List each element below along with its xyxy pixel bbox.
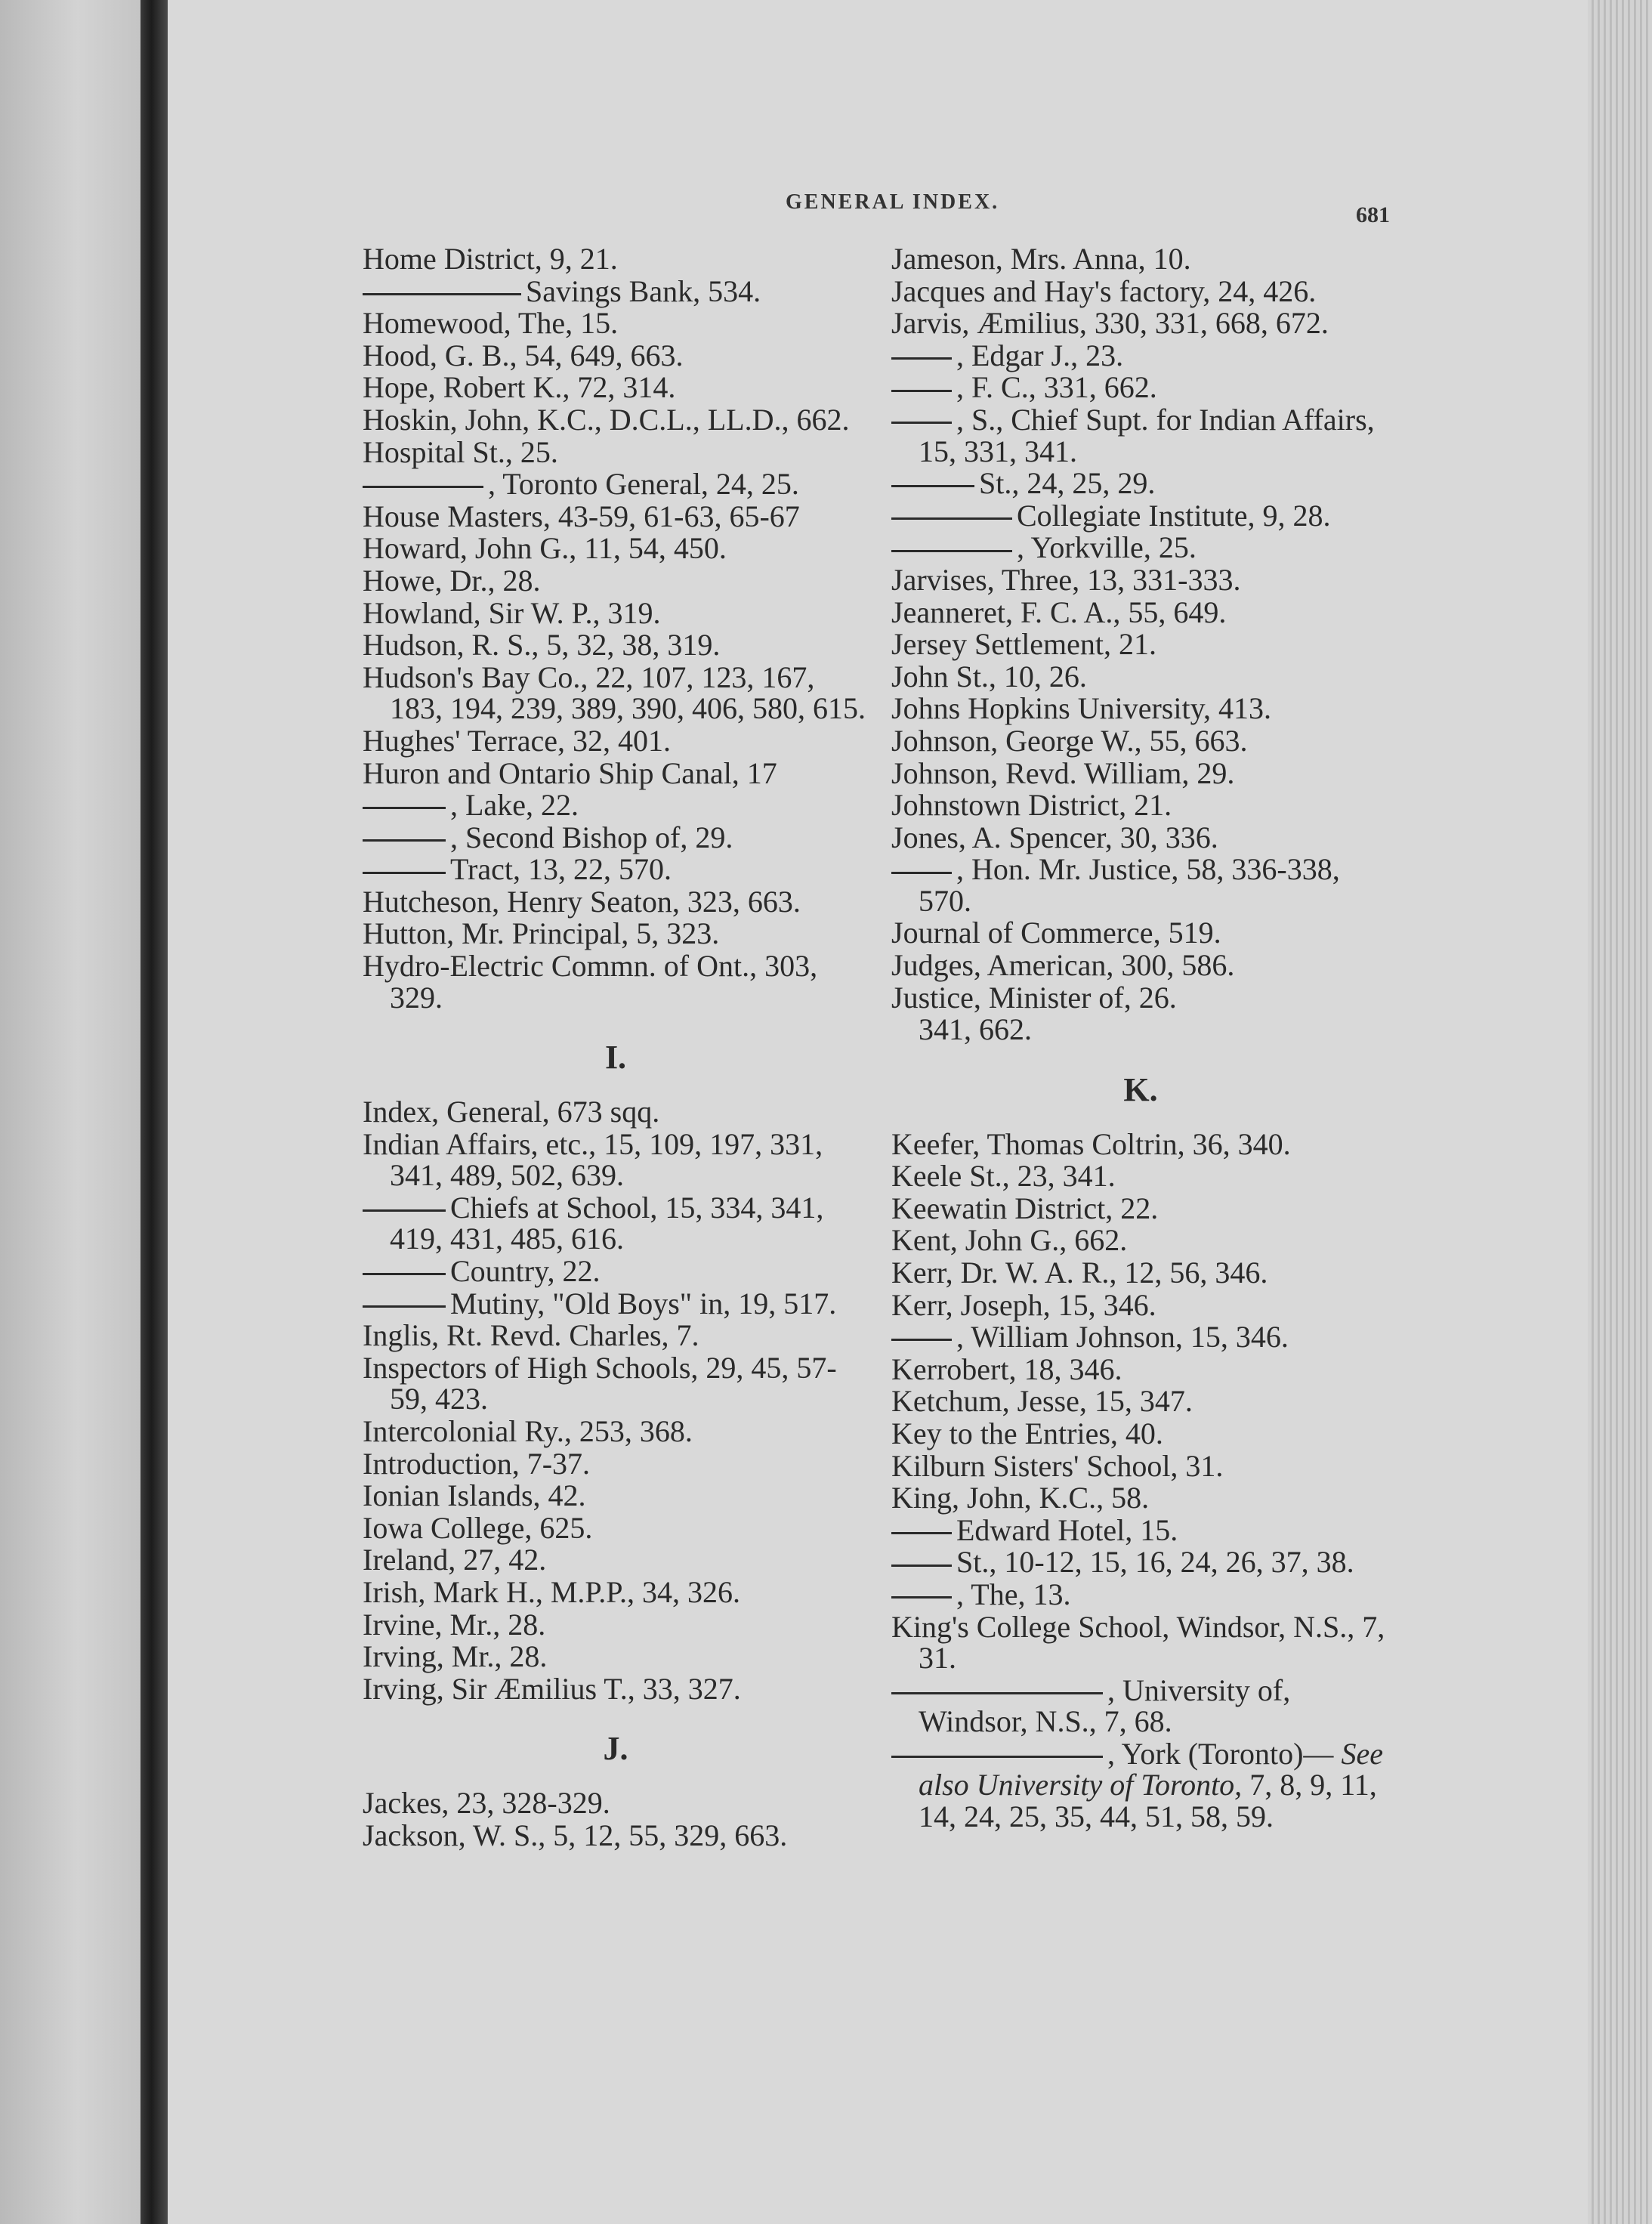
index-entry: King, John, K.C., 58. xyxy=(891,1481,1150,1515)
index-entry: Keefer, Thomas Coltrin, 36, 340. xyxy=(891,1126,1291,1161)
ditto-dash xyxy=(891,390,952,392)
index-entry: Justice, Minister of, 26. xyxy=(891,980,1177,1015)
index-entry: , Second Bishop of, 29. xyxy=(363,822,869,854)
ditto-dash xyxy=(891,357,952,360)
index-entry: Hudson's Bay Co., 22, 107, 123, 167, 183, 194, 239, 389, 390, 406, 580, 615. xyxy=(363,659,866,726)
index-entry: Introduction, 7-37. xyxy=(363,1446,591,1481)
index-entry: Index, General, 673 sqq. xyxy=(363,1095,660,1129)
running-head: GENERAL INDEX. xyxy=(786,190,1000,214)
ditto-dash xyxy=(363,1273,446,1275)
index-entry: Huron and Ontario Ship Canal, 17 xyxy=(363,755,777,790)
index-entry: Collegiate Institute, 9, 28. xyxy=(891,500,1390,532)
index-entry: Hutton, Mr. Principal, 5, 323. xyxy=(363,916,720,951)
ditto-dash xyxy=(363,839,446,842)
index-entry: Kerrobert, 18, 346. xyxy=(891,1351,1122,1386)
index-entry: Intercolonial Ry., 253, 368. xyxy=(363,1413,693,1448)
index-entry: , S., Chief Supt. for Indian Affairs, 15, 331, 341. xyxy=(891,404,1390,467)
index-entry: St., 10-12, 15, 16, 24, 26, 37, 38. xyxy=(891,1546,1390,1578)
index-entry: Kerr, Dr. W. A. R., 12, 56, 346. xyxy=(891,1255,1268,1290)
index-entry: Jameson, Mrs. Anna, 10. xyxy=(891,242,1191,276)
index-entry: Indian Affairs, etc., 15, 109, 197, 331, 341, 489, 502, 639. xyxy=(363,1126,823,1193)
index-entry: Hope, Robert K., 72, 314. xyxy=(363,370,676,405)
index-entry: Keele St., 23, 341. xyxy=(891,1159,1116,1194)
index-entry: Johnstown District, 21. xyxy=(891,788,1172,823)
page-number: 681 xyxy=(1356,202,1390,227)
index-entry: Tract, 13, 22, 570. xyxy=(363,854,869,885)
ditto-dash xyxy=(891,872,952,874)
index-entry: Jarvis, Æmilius, 330, 331, 668, 672. xyxy=(891,306,1329,341)
facing-page-margin xyxy=(0,0,142,2224)
index-entry: , Hon. Mr. Justice, 58, 336-338, 570. xyxy=(891,854,1390,916)
ditto-dash xyxy=(363,486,483,488)
index-entry: Jacques and Hay's factory, 24, 426. xyxy=(891,273,1317,308)
index-entry: Keewatin District, 22. xyxy=(891,1191,1159,1225)
index-entry: Irish, Mark H., M.P.P., 34, 326. xyxy=(363,1574,741,1609)
index-entry: Mutiny, "Old Boys" in, 19, 517. xyxy=(363,1288,869,1320)
page-edges xyxy=(1588,0,1652,2224)
index-entry: Kerr, Joseph, 15, 346. xyxy=(891,1287,1156,1322)
index-entry: Hydro-Electric Commn. of Ont., 303, 329. xyxy=(363,949,818,1015)
index-entry: Hutcheson, Henry Seaton, 323, 663. xyxy=(363,884,801,919)
index-entry: , Lake, 22. xyxy=(363,789,869,821)
index-entry: 341, 662. xyxy=(919,1012,1032,1047)
index-entry: House Masters, 43-59, 61-63, 65-67 xyxy=(363,499,800,533)
index-entry: , Toronto General, 24, 25. xyxy=(363,468,869,500)
index-entry: Country, 22. xyxy=(363,1256,869,1287)
index-entry: Inglis, Rt. Revd. Charles, 7. xyxy=(363,1318,699,1353)
index-entry: Howe, Dr., 28. xyxy=(363,563,541,598)
index-entry: , York (Toronto)— See also University of Toronto, 7, 8, 9, 11, 14, 24, 25, 35, 44, 51, 58, 59. xyxy=(891,1738,1390,1833)
index-entry: Key to the Entries, 40. xyxy=(891,1416,1163,1450)
index-entry: Jersey Settlement, 21. xyxy=(891,627,1157,662)
index-entry: Ketchum, Jesse, 15, 347. xyxy=(891,1384,1193,1419)
index-entry: , University of, Windsor, N.S., 7, 68. xyxy=(891,1675,1390,1738)
index-entry: Hood, G. B., 54, 649, 663. xyxy=(363,338,684,372)
index-entry: King's College School, Windsor, N.S., 7, 31. xyxy=(891,1609,1385,1676)
index-entry: Edward Hotel, 15. xyxy=(891,1515,1390,1546)
index-entry: Savings Bank, 534. xyxy=(363,276,869,307)
section-letter-j: J. xyxy=(603,1730,628,1768)
ditto-dash xyxy=(891,485,974,487)
ditto-dash xyxy=(891,422,952,424)
index-entry: Inspectors of High Schools, 29, 45, 57-59, 423. xyxy=(363,1350,837,1416)
index-entry: Journal of Commerce, 519. xyxy=(891,916,1221,950)
index-entry: , William Johnson, 15, 346. xyxy=(891,1321,1390,1353)
index-entry: Johnson, Revd. William, 29. xyxy=(891,755,1235,790)
index-entry: Irvine, Mr., 28. xyxy=(363,1607,546,1642)
index-entry: Johnson, George W., 55, 663. xyxy=(891,723,1248,758)
index-entry: Ireland, 27, 42. xyxy=(363,1543,547,1577)
index-entry: Jackes, 23, 328-329. xyxy=(363,1786,610,1821)
section-letter-k: K. xyxy=(1123,1070,1158,1108)
index-entry: Home District, 9, 21. xyxy=(363,242,618,276)
index-entry: , The, 13. xyxy=(891,1579,1390,1611)
ditto-dash xyxy=(891,1692,1103,1694)
index-entry: John St., 10, 26. xyxy=(891,659,1087,693)
ditto-dash xyxy=(891,1532,952,1534)
index-column-right xyxy=(891,243,1390,1833)
index-entry: Jones, A. Spencer, 30, 336. xyxy=(891,820,1218,854)
index-entry: Hospital St., 25. xyxy=(363,434,558,469)
index-entry: Howard, John G., 11, 54, 450. xyxy=(363,531,727,566)
ditto-dash xyxy=(891,1756,1103,1758)
index-entry: Kilburn Sisters' School, 31. xyxy=(891,1448,1224,1483)
ditto-dash xyxy=(891,1565,952,1567)
index-entry: Iowa College, 625. xyxy=(363,1510,593,1545)
index-entry: Hudson, R. S., 5, 32, 38, 319. xyxy=(363,628,721,663)
ditto-dash xyxy=(891,517,1012,520)
ditto-dash xyxy=(363,293,521,295)
see-also-reference: See also University of Toronto, xyxy=(919,1736,1383,1802)
index-entry: Jeanneret, F. C. A., 55, 649. xyxy=(891,595,1227,629)
index-entry: Judges, American, 300, 586. xyxy=(891,948,1235,983)
index-entry: Hughes' Terrace, 32, 401. xyxy=(363,723,671,758)
index-entry: Ionian Islands, 42. xyxy=(363,1478,586,1513)
index-entry: Irving, Sir Æmilius T., 33, 327. xyxy=(363,1671,741,1706)
ditto-dash xyxy=(891,1339,952,1341)
ditto-dash xyxy=(891,550,1012,552)
index-entry: Irving, Mr., 28. xyxy=(363,1639,548,1674)
ditto-dash xyxy=(891,1596,952,1598)
index-entry: , Yorkville, 25. xyxy=(891,532,1390,564)
index-entry: Johns Hopkins University, 413. xyxy=(891,691,1271,726)
index-entry: Chiefs at School, 15, 334, 341, 419, 431, 485, 616. xyxy=(363,1192,869,1255)
index-column-left xyxy=(363,243,869,1852)
ditto-dash xyxy=(363,1209,446,1212)
index-entry: Hoskin, John, K.C., D.C.L., LL.D., 662. xyxy=(363,402,850,437)
index-entry: St., 24, 25, 29. xyxy=(891,468,1390,499)
index-entry: Kent, John G., 662. xyxy=(891,1223,1128,1258)
ditto-dash xyxy=(363,807,446,809)
index-entry: Howland, Sir W. P., 319. xyxy=(363,595,661,630)
index-entry: , F. C., 331, 662. xyxy=(891,372,1390,403)
index-entry: Homewood, The, 15. xyxy=(363,306,619,341)
ditto-dash xyxy=(363,1305,446,1308)
index-entry: Jackson, W. S., 5, 12, 55, 329, 663. xyxy=(363,1818,788,1852)
section-letter-i: I. xyxy=(604,1039,627,1076)
index-entry: Jarvises, Three, 13, 331-333. xyxy=(891,562,1241,597)
book-spine xyxy=(140,0,168,2224)
index-entry: , Edgar J., 23. xyxy=(891,340,1390,372)
ditto-dash xyxy=(363,872,446,874)
